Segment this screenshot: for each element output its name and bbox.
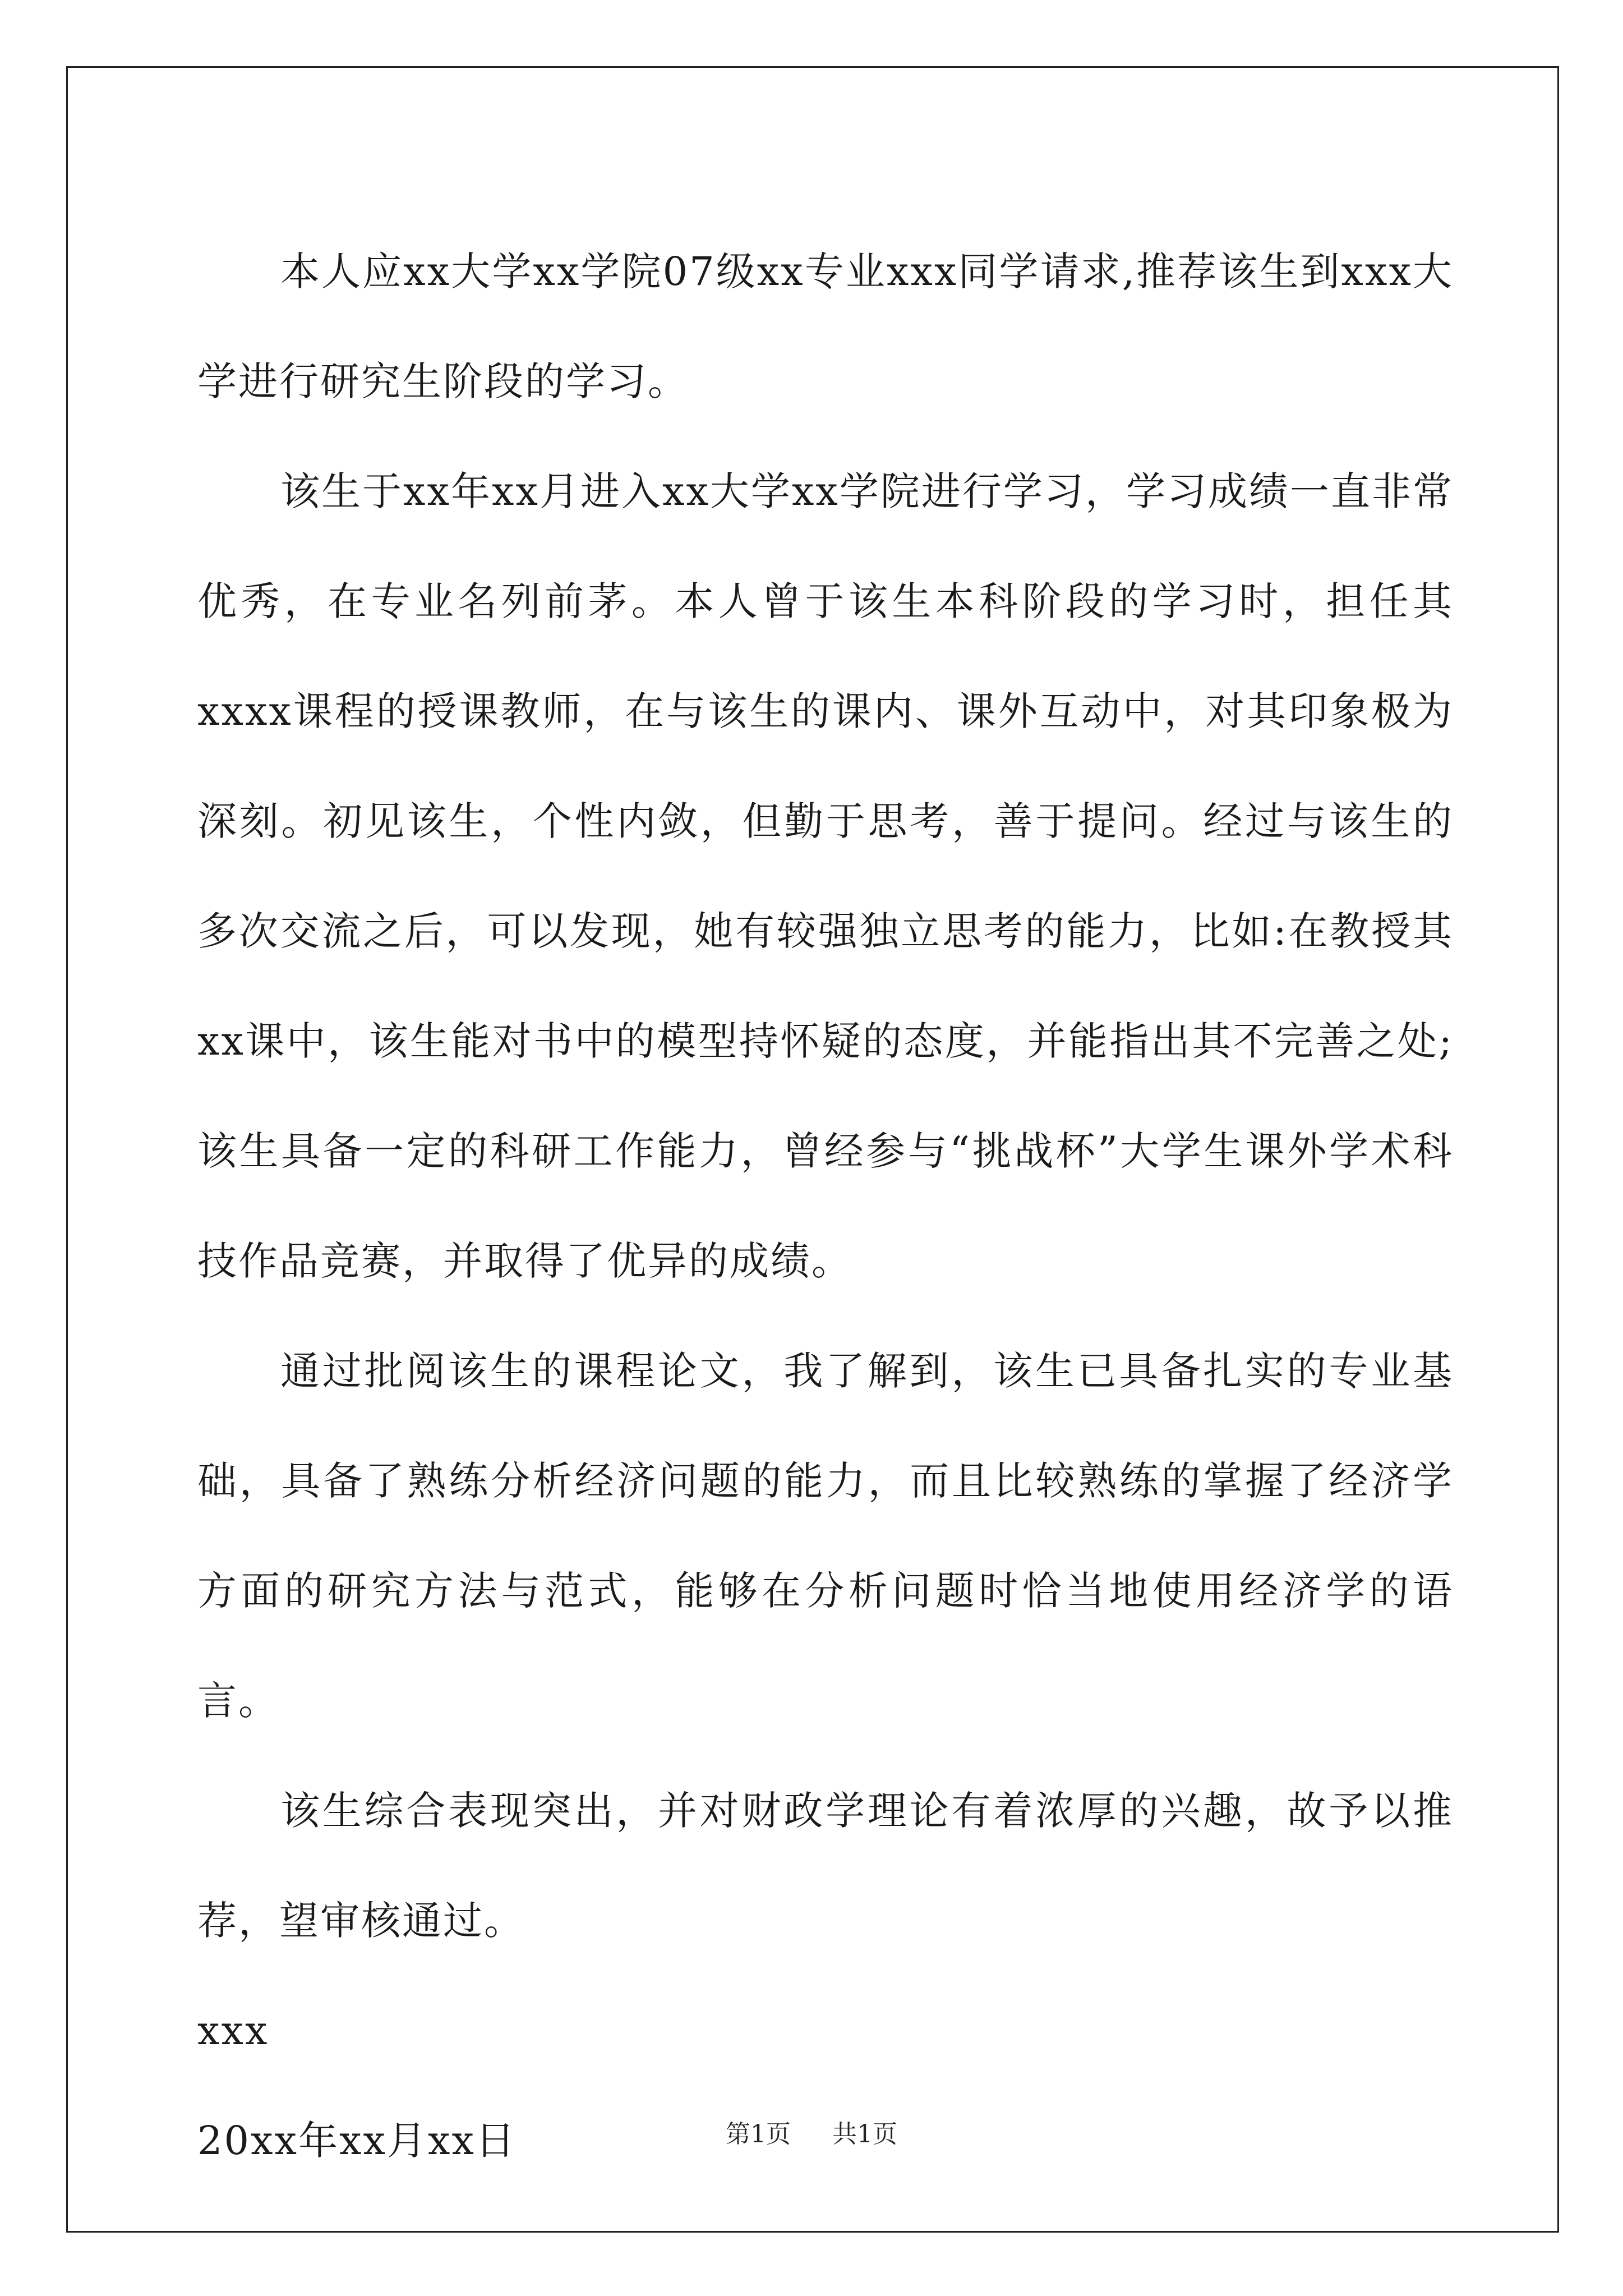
date: 20xx年xx月xx日 bbox=[197, 2118, 517, 2164]
page-number: 第1页 bbox=[726, 2120, 791, 2148]
letter-body bbox=[197, 217, 1454, 2196]
paragraph-coursework: 通过批阅该生的课程论文，我了解到，该生已具备扎实的专业基础，具备了熟练分析经济问题的能力，而且比较熟练的掌握了经济学方面的研究方法与范式，能够在分析问题时恰当地使用经济学的语言。 bbox=[197, 1348, 1454, 1724]
page-total: 共1页 bbox=[832, 2120, 897, 2148]
paragraph-conclusion: 该生综合表现突出，并对财政学理论有着浓厚的兴趣，故予以推荐，望审核通过。 bbox=[197, 1788, 1454, 1944]
paragraph-request: 本人应xx大学xx学院07级xx专业xxx同学请求,推荐该生到xxx大学进行研究生阶段的学习。 bbox=[197, 249, 1454, 404]
signature: xxx bbox=[197, 2008, 269, 2054]
page-footer bbox=[0, 2114, 1623, 2150]
paragraph-academic-background: 该生于xx年xx月进入xx大学xx学院进行学习，学习成绩一直非常优秀，在专业名列前茅。本人曾于该生本科阶段的学习时，担任其xxxx课程的授课教师，在与该生的课内、课外互动中，对其印象极为深刻。初见该生，个性内敛，但勤于思考，善于提问。经过与该生的多次交流之后，可以发现，她有较强独立思考的能力，比如:在教授其xx课中，该生能对书中的模型持怀疑的态度，并能指出其不完善之处;该生具备一定的科研工作能力，曾经参与“挑战杯”大学生课外学术科技作品竞赛，并取得了优异的成绩。 bbox=[197, 468, 1454, 1284]
